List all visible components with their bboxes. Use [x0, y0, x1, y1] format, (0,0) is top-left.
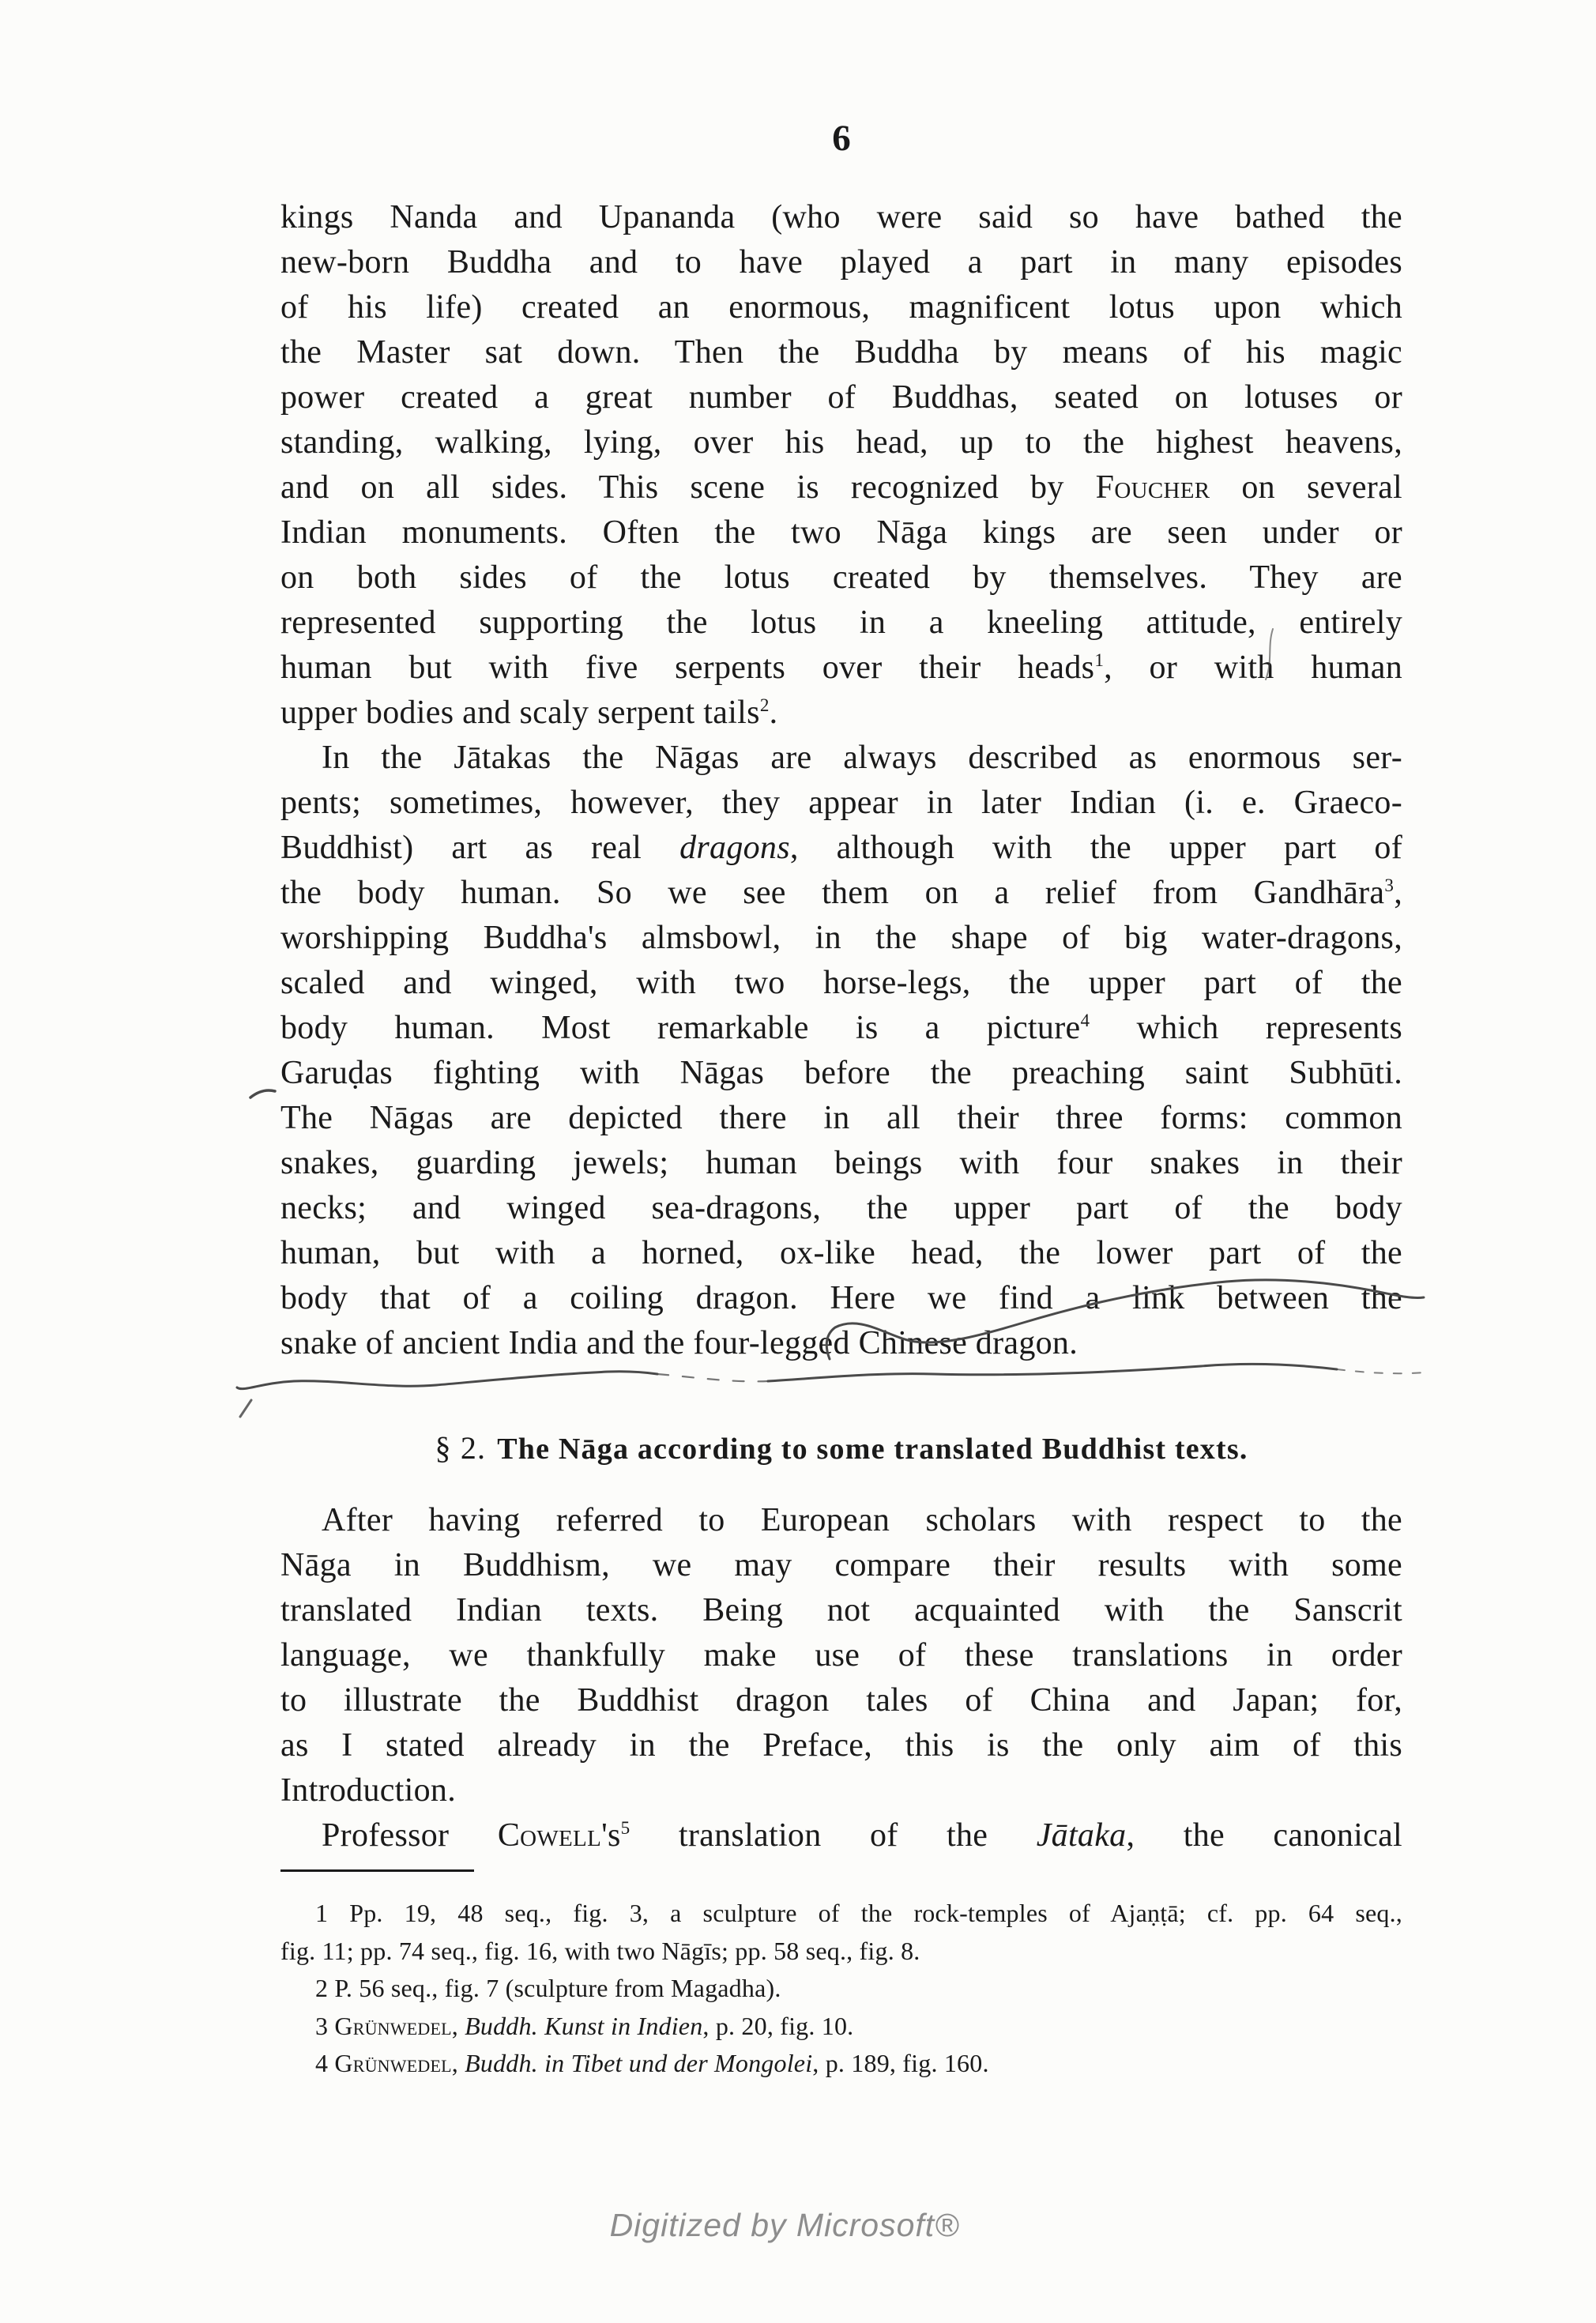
text-line: necks; and winged sea-dragons, the upper part of the body	[280, 1190, 1402, 1226]
wavy-underline-left	[237, 1372, 657, 1389]
margin-slash-mark	[240, 1400, 251, 1417]
text-line: human but with five serpents over their heads$^1$, or with human	[280, 649, 1403, 686]
digitization-watermark: Digitized by Microsoft®	[609, 2207, 960, 2243]
section-heading	[280, 1425, 1402, 1472]
text-line: standing, walking, lying, over his head, up to the highest heavens,	[280, 424, 1402, 461]
text-line: scaled and winged, with two horse-legs, the upper part of the	[280, 965, 1402, 1001]
text-line: Indian monuments. Often the two Nāga kings are seen under or	[280, 514, 1402, 551]
wavy-underline-faded	[657, 1374, 768, 1381]
text-line: body human. Most remarkable is a picture$^4$ which represents	[280, 1010, 1403, 1046]
text-line: After having referred to European scholars with respect to the	[322, 1502, 1402, 1538]
text-line: 2 P. 56 seq., fig. 7 (sculpture from Magadha).	[315, 1974, 781, 2002]
text-line: Garuḍas fighting with Nāgas before the preaching saint Subhūti.	[280, 1055, 1402, 1091]
text-line: pents; sometimes, however, they appear in later Indian (i. e. Graeco-	[280, 785, 1402, 821]
text-line: and on all sides. This scene is recognized by Foucher on several	[280, 469, 1402, 506]
text-line: on both sides of the lotus created by themselves. They are	[280, 559, 1402, 596]
page-number: 6	[832, 118, 851, 159]
footnotes	[280, 1895, 1402, 2083]
section-number: § 2.	[435, 1430, 487, 1466]
wavy-underline-tail	[1337, 1369, 1424, 1373]
text-line: human, but with a horned, ox-like head, the lower part of the	[280, 1235, 1402, 1271]
text-line: represented supporting the lotus in a kneeling attitude, entirely	[280, 604, 1402, 641]
section-title: The Nāga according to some translated Buddhist texts.	[497, 1433, 1248, 1466]
text-line: Introduction.	[280, 1772, 457, 1809]
text-line: upper bodies and scaly serpent tails$^2$.	[280, 695, 778, 731]
wavy-underline-right	[768, 1364, 1337, 1381]
text-line: fig. 11; pp. 74 seq., fig. 16, with two Nāgīs; pp. 58 seq., fig. 8.	[280, 1936, 920, 1965]
text-line: 3 Grünwedel, Buddh. Kunst in Indien, p. 20, fig. 10.	[315, 2011, 854, 2040]
text-line: Nāga in Buddhism, we may compare their results with some	[280, 1547, 1402, 1583]
text-line: kings Nanda and Upananda (who were said so have bathed the	[280, 199, 1402, 235]
text-line: Buddhist) art as real dragons, although with the upper part of	[280, 830, 1402, 866]
text-line: of his life) created an enormous, magnificent lotus upon which	[280, 289, 1402, 326]
text-line: translated Indian texts. Being not acquainted with the Sanscrit	[280, 1592, 1402, 1628]
text-line: 4 Grünwedel, Buddh. in Tibet und der Mongolei, p. 189, fig. 160.	[315, 2049, 989, 2077]
text-line: snakes, guarding jewels; human beings with four snakes in their	[280, 1145, 1402, 1181]
text-line: new-born Buddha and to have played a part in many episodes	[280, 244, 1402, 280]
text-line: worshipping Buddha's almsbowl, in the shape of big water-dragons,	[280, 920, 1402, 956]
text-line: power created a great number of Buddhas, seated on lotuses or	[280, 379, 1402, 416]
text-line: as I stated already in the Preface, this is the only aim of this	[280, 1727, 1402, 1764]
text-line: body that of a coiling dragon. Here we find a link between the	[280, 1280, 1402, 1316]
text-line: the body human. So we see them on a relief from Gandhāra$^3$,	[280, 875, 1402, 911]
body-paragraph-2	[280, 1498, 1402, 1858]
text-line: language, we thankfully make use of these translations in order	[280, 1637, 1402, 1674]
text-line: Professor $Cowell's^5$ translation of the Jātaka, the canonical	[322, 1817, 1403, 1854]
body-paragraph-1	[280, 195, 1402, 1366]
text-line: snake of ancient India and the four-legged Chinese dragon.	[280, 1325, 1078, 1361]
text-line: the Master sat down. Then the Buddha by means of his magic	[280, 334, 1402, 371]
text-line: In the Jātakas the Nāgas are always described as enormous ser-	[322, 740, 1402, 776]
text-line: to illustrate the Buddhist dragon tales of China and Japan; for,	[280, 1682, 1402, 1719]
text-line: The Nāgas are depicted there in all their three forms: common	[280, 1100, 1402, 1136]
footnote-separator-rule	[280, 1869, 474, 1872]
margin-tick-mark	[250, 1090, 275, 1097]
text-line: 1 Pp. 19, 48 seq., fig. 3, a sculpture of the rock-temples of Ajaṇṭā; cf. pp. 64 seq.,	[315, 1899, 1402, 1927]
